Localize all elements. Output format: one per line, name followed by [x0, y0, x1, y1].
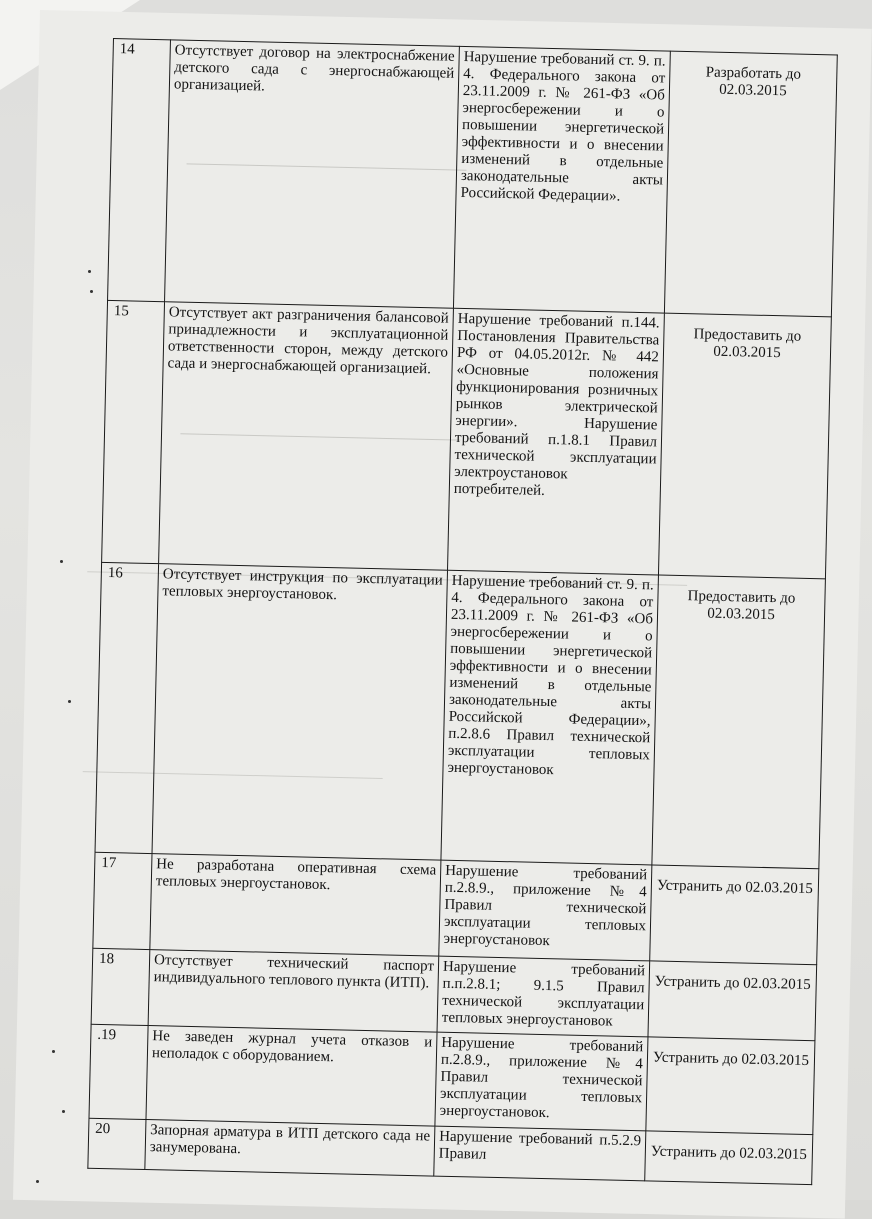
violation-description: Отсутствует договор на электроснабжение детского сада с энергоснабжающей организацией.: [165, 40, 460, 308]
required-action: Устранить до 02.03.2015: [648, 961, 817, 1041]
legal-basis: Нарушение требований п.144. Постановления Правительства РФ от 04.05.2012г. № 442 «Основные положения функционирования розничных рынков электрической энергии». Нарушение требований п.1.8.1 Правил технической эксплуатации электроустановок потребителей.: [448, 308, 665, 575]
punch-mark: [90, 290, 93, 293]
punch-mark: [68, 700, 71, 703]
row-number: 18: [91, 948, 150, 1025]
required-action: Устранить до 02.03.2015: [646, 1037, 815, 1135]
row-number: 16: [95, 562, 159, 853]
row-number: 15: [102, 300, 165, 563]
table-row: [102, 300, 832, 578]
table-row: [89, 1024, 815, 1134]
punch-mark: [62, 1110, 65, 1113]
punch-mark: [60, 560, 63, 563]
required-action: Предоставить до 02.03.2015: [658, 313, 831, 579]
required-action: Предоставить до 02.03.2015: [652, 575, 826, 869]
violation-description: Отсутствует инструкция по эксплуатации тепловых энергоустановок.: [152, 564, 448, 860]
violation-description: Запорная арматура в ИТП детского сада не занумерована.: [145, 1120, 435, 1177]
table-row: [95, 562, 825, 868]
row-number: 20: [88, 1118, 146, 1169]
row-number: .19: [89, 1024, 148, 1119]
violation-description: Не заведен журнал учета отказов и неполадок с оборудованием.: [146, 1026, 437, 1127]
table-row: [93, 852, 819, 964]
punch-mark: [88, 270, 91, 273]
row-number: 14: [108, 39, 171, 302]
table-row: [108, 39, 838, 317]
punch-mark: [52, 1050, 55, 1053]
violation-description: Отсутствует технический паспорт индивидуального теплового пункта (ИТП).: [148, 950, 439, 1033]
legal-basis: Нарушение требований п.п.2.8.1; 9.1.5 Правил технической эксплуатации тепловых энергоустановок: [437, 956, 650, 1037]
legal-basis: Нарушение требований п.5.2.9 Правил: [434, 1126, 646, 1181]
violations-table: [87, 38, 837, 1185]
legal-basis: Нарушение требований ст. 9. п. 4. Федерального закона от 23.11.2009 г. № 261-ФЗ «Об энергосбережении и о повышении энергетической эффективности и о внесении изменений в отдельные законодательные акты Российской Федерации».: [453, 46, 670, 313]
legal-basis: Нарушение требований п.2.8.9., приложение №4 Правил технической эксплуатации тепловых энергоустановок.: [435, 1032, 648, 1131]
required-action: Устранить до 02.03.2015: [645, 1131, 813, 1185]
violation-description: Не разработана оперативная схема тепловых энергоустановок.: [150, 854, 441, 957]
violation-description: Отсутствует акт разграничения балансовой принадлежности и эксплуатационной ответственности сторон, между детского сада и энергоснабжающей организацией.: [159, 302, 454, 570]
required-action: Устранить до 02.03.2015: [650, 865, 819, 965]
legal-basis: Нарушение требований ст. 9. п. 4. Федерального закона от 23.11.2009 г. № 261-ФЗ «Об энергосбережении и о повышении энергетической эффективности и о внесении изменений в отдельные законодательные акты Российской Федерации», п.2.8.6 Правил технической эксплуатации тепловых энергоустановок: [441, 570, 659, 865]
required-action: Разработать до 02.03.2015: [664, 51, 837, 317]
row-number: 17: [93, 852, 152, 949]
legal-basis: Нарушение требований п.2.8.9., приложение №4 Правил технической эксплуатации тепловых энергоустановок: [439, 860, 652, 961]
punch-mark: [36, 1180, 39, 1183]
